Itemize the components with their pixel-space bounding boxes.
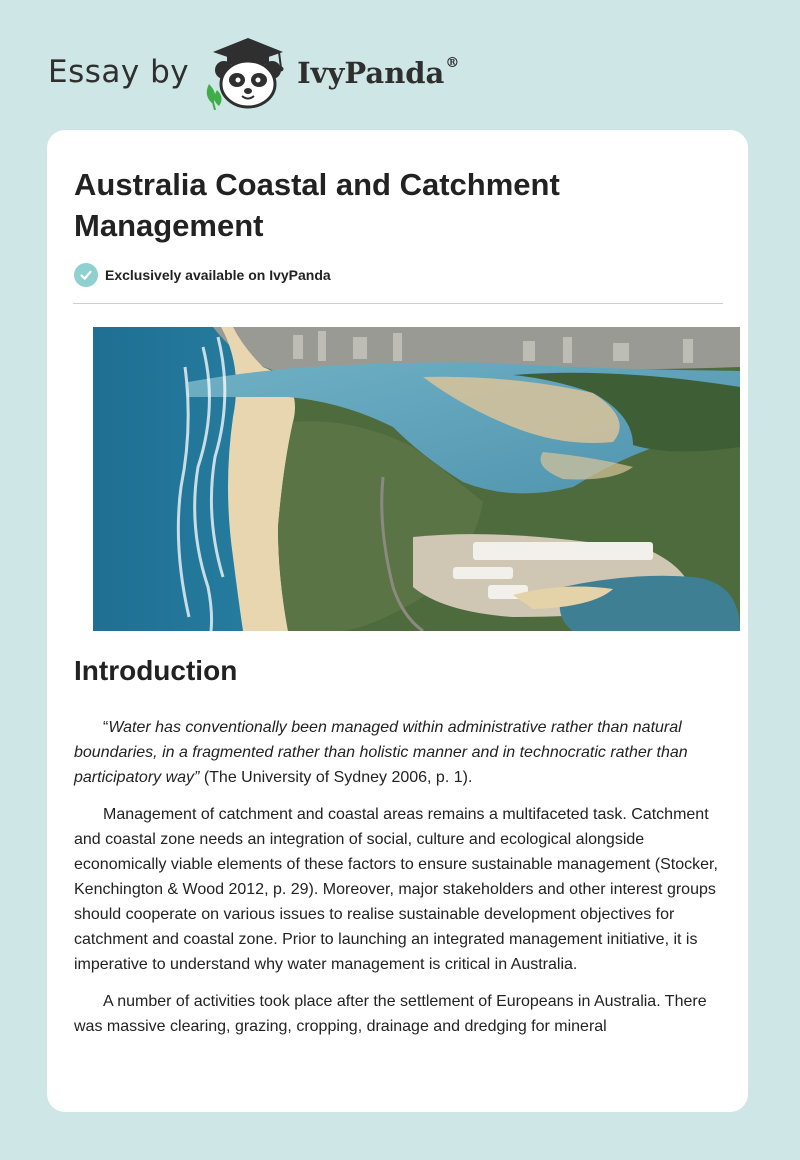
- check-icon: [74, 263, 98, 287]
- article-card: [47, 130, 748, 1112]
- quote-text: Water has conventionally been managed within administrative rather than natural boundaries, in a fragmented rather than holistic manner and in technocratic rather than participatory way”: [74, 719, 688, 786]
- title-divider: [73, 303, 723, 304]
- paragraph: [74, 715, 724, 790]
- coastal-aerial-photo: [93, 327, 740, 631]
- paragraph: Management of catchment and coastal areas remains a multifaceted task. Catchment and coastal zone needs an integration of social, culture and ecological alongside economically viable elements of these factors to ensure sustainable management (Stocker, Kenchington & Wood 2012, p. 29). Moreover, major stakeholders and other interest groups should cooperate on various issues to realise sustainable development objectives for catchment and coastal zone. Prior to launching an integrated management initiative, it is imperative to understand why water management is critical in Australia.: [74, 806, 718, 973]
- citation: (The University of Sydney 2006, p. 1).: [199, 769, 473, 786]
- site-header: [48, 34, 459, 110]
- essay-by-label: Essay by: [48, 54, 190, 90]
- exclusive-label: Exclusively available on IvyPanda: [105, 267, 331, 283]
- article-body: [74, 715, 724, 1051]
- exclusive-badge: [74, 263, 331, 287]
- paragraph: A number of activities took place after the settlement of Europeans in Australia. There was massive clearing, grazing, cropping, drainage and dredging for mineral: [74, 993, 707, 1035]
- brand-name[interactable]: IvyPanda®: [297, 54, 460, 90]
- open-quote: “: [103, 719, 109, 736]
- panda-logo-icon[interactable]: [203, 34, 293, 110]
- registered-mark: ®: [445, 54, 460, 71]
- article-title: Australia Coastal and Catchment Management: [74, 167, 560, 243]
- section-heading: Introduction: [74, 655, 238, 686]
